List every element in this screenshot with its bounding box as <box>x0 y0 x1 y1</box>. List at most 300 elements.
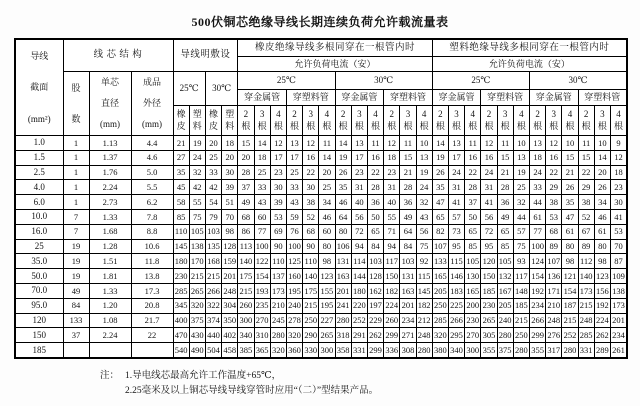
cell-current-value: 160 <box>286 269 302 284</box>
cell-current-value: 43 <box>286 195 302 210</box>
cell-current-value: 29 <box>546 180 562 195</box>
cell-current-value: 146 <box>448 269 464 284</box>
cell-current-value: 330 <box>303 343 319 358</box>
cell-current-value: 6.2 <box>131 195 173 210</box>
cell-current-value: 136 <box>546 269 562 284</box>
cell-current-value: 23 <box>351 165 367 180</box>
ampacity-table <box>14 38 628 359</box>
cell-current-value: 12 <box>610 150 627 165</box>
cell-current-value: 1.37 <box>89 150 131 165</box>
cell-current-value: 38 <box>303 195 319 210</box>
cell-current-value: 150 <box>481 269 497 284</box>
cell-current-value: 131 <box>335 254 351 269</box>
cell-current-value: 285 <box>432 313 448 328</box>
cell-current-value: 75 <box>513 239 529 254</box>
header-count-4: 4 根 <box>367 106 383 136</box>
cell-current-value: 250 <box>513 328 529 343</box>
cell-current-value: 65 <box>497 224 513 239</box>
cell-current-value: 148 <box>513 283 529 298</box>
cell-current-value: 34 <box>319 195 335 210</box>
cell-current-value: 18 <box>529 150 545 165</box>
cell-current-value: 130 <box>465 269 481 284</box>
cell-current-value: 215 <box>578 298 594 313</box>
cell-current-value: 1.20 <box>89 298 131 313</box>
cell-current-value: 70 <box>222 209 238 224</box>
cell-current-value: 234 <box>529 298 545 313</box>
cell-current-value: 1.28 <box>89 239 131 254</box>
header-rubber-temp-25: 25℃ <box>238 72 335 90</box>
cell-current-value: 317 <box>546 343 562 358</box>
page-title: 500伏铜芯绝缘导线长期连续负荷允许载流量表 <box>191 15 449 29</box>
cell-current-value: 56 <box>416 224 432 239</box>
cell-section-area: 35.0 <box>15 254 63 269</box>
cell-current-value: 285 <box>578 328 594 343</box>
cell-current-value: 21 <box>173 136 189 151</box>
cell-current-value: 185 <box>481 283 497 298</box>
cell-current-value: 470 <box>173 328 189 343</box>
cell-current-value: 38 <box>578 195 594 210</box>
header-open-temp-25: 25℃ <box>173 72 205 106</box>
cell-current-value: 32 <box>416 195 432 210</box>
cell-current-value: 291 <box>351 328 367 343</box>
cell-current-value: 260 <box>384 313 400 328</box>
cell-current-value: 19 <box>416 165 432 180</box>
cell-current-value: 183 <box>448 283 464 298</box>
header-plastic-pipe: 穿塑料管 <box>578 90 627 106</box>
cell-current-value: 19 <box>63 269 89 284</box>
header-rubber-temp-30: 30℃ <box>335 72 432 90</box>
cell-current-value: 72 <box>351 224 367 239</box>
cell-current-value: 112 <box>578 254 594 269</box>
header-open-plastic: 塑 料 <box>222 106 238 136</box>
cell-current-value: 22 <box>465 165 481 180</box>
cell-current-value: 133 <box>63 313 89 328</box>
cell-current-value: 278 <box>286 313 302 328</box>
cell-current-value: 358 <box>335 343 351 358</box>
cell-current-value: 115 <box>448 254 464 269</box>
cell-current-value: 320 <box>432 328 448 343</box>
table-row <box>15 136 627 151</box>
cell-current-value: 212 <box>416 313 432 328</box>
cell-current-value: 182 <box>416 298 432 313</box>
cell-current-value: 165 <box>432 269 448 284</box>
footnote-1: 1.导电线芯最高允许工作温度+65℃， <box>125 370 282 381</box>
header-metal-pipe: 穿金属管 <box>529 90 578 106</box>
cell-current-value: 49 <box>497 209 513 224</box>
cell-current-value: 90 <box>270 239 286 254</box>
cell-current-value: 308 <box>400 343 416 358</box>
header-row-3 <box>15 72 627 90</box>
header-count-2: 2 根 <box>238 106 254 136</box>
cell-current-value: 24 <box>189 150 205 165</box>
cell-current-value: 86 <box>238 224 254 239</box>
cell-section-area: 185 <box>15 343 63 358</box>
cell-current-value: 262 <box>367 328 383 343</box>
header-count-2: 2 根 <box>432 106 448 136</box>
cell-current-value: 12 <box>384 136 400 151</box>
cell-current-value: 38 <box>546 195 562 210</box>
cell-current-value: 82 <box>432 224 448 239</box>
cell-current-value: 55 <box>189 195 205 210</box>
cell-current-value: 19 <box>189 136 205 151</box>
cell-current-value: 30 <box>303 180 319 195</box>
cell-current-value: 11 <box>319 136 335 151</box>
cell-current-value: 440 <box>205 328 221 343</box>
cell-current-value: 68 <box>546 224 562 239</box>
cell-current-value: 24 <box>529 165 545 180</box>
header-count-3: 3 根 <box>351 106 367 136</box>
header-count-4: 4 根 <box>270 106 286 136</box>
header-plastic-pipe: 穿塑料管 <box>286 90 335 106</box>
cell-current-value: 109 <box>610 269 627 284</box>
cell-current-value: 94 <box>351 239 367 254</box>
cell-current-value <box>89 343 131 358</box>
cell-current-value: 49 <box>63 283 89 298</box>
cell-current-value: 128 <box>367 269 383 284</box>
cell-current-value: 205 <box>432 283 448 298</box>
cell-current-value: 132 <box>497 269 513 284</box>
cell-current-value: 29 <box>578 180 594 195</box>
cell-current-value: 540 <box>173 343 189 358</box>
cell-current-value: 280 <box>562 343 578 358</box>
cell-current-value: 138 <box>610 283 627 298</box>
cell-current-value: 33 <box>286 180 302 195</box>
cell-current-value: 15 <box>562 150 578 165</box>
cell-current-value: 14 <box>432 136 448 151</box>
cell-current-value: 49 <box>400 209 416 224</box>
header-count-2: 2 根 <box>481 106 497 136</box>
cell-current-value: 248 <box>578 313 594 328</box>
cell-current-value: 2.73 <box>89 195 131 210</box>
cell-current-value: 5.0 <box>131 165 173 180</box>
cell-current-value <box>63 343 89 358</box>
cell-section-area: 2.5 <box>15 165 63 180</box>
cell-current-value: 304 <box>222 298 238 313</box>
cell-current-value: 11 <box>465 136 481 151</box>
cell-current-value: 22 <box>578 165 594 180</box>
cell-current-value: 15 <box>497 150 513 165</box>
cell-current-value: 98 <box>594 254 610 269</box>
cell-current-value: 276 <box>546 328 562 343</box>
cell-current-value: 201 <box>610 313 627 328</box>
header-count-3: 3 根 <box>303 106 319 136</box>
cell-current-value: 76 <box>286 224 302 239</box>
cell-current-value: 144 <box>351 269 367 284</box>
cell-current-value: 75 <box>416 239 432 254</box>
header-open-plastic: 塑 料 <box>189 106 205 136</box>
cell-current-value: 355 <box>529 343 545 358</box>
cell-current-value: 89 <box>546 239 562 254</box>
cell-current-value: 45 <box>173 180 189 195</box>
cell-current-value: 44 <box>513 209 529 224</box>
cell-current-value: 135 <box>205 239 221 254</box>
cell-current-value: 1.33 <box>89 283 131 298</box>
cell-current-value: 65 <box>367 224 383 239</box>
cell-current-value: 106 <box>335 239 351 254</box>
cell-current-value: 167 <box>497 283 513 298</box>
cell-current-value: 73 <box>448 224 464 239</box>
cell-current-value: 156 <box>594 283 610 298</box>
cell-current-value: 19 <box>335 150 351 165</box>
cell-current-value: 340 <box>238 328 254 343</box>
cell-current-value: 173 <box>610 298 627 313</box>
cell-current-value: 300 <box>465 343 481 358</box>
cell-current-value: 285 <box>173 283 189 298</box>
cell-current-value: 26 <box>562 180 578 195</box>
header-count-2: 2 根 <box>286 106 302 136</box>
cell-current-value: 28 <box>367 180 383 195</box>
cell-current-value: 224 <box>384 298 400 313</box>
cell-current-value: 110 <box>173 224 189 239</box>
cell-current-value: 43 <box>254 195 270 210</box>
cell-current-value: 402 <box>222 328 238 343</box>
cell-current-value: 180 <box>173 254 189 269</box>
cell-current-value: 49 <box>238 195 254 210</box>
cell-current-value: 155 <box>319 283 335 298</box>
cell-current-value: 374 <box>205 313 221 328</box>
cell-current-value: 280 <box>497 328 513 343</box>
cell-current-value: 20 <box>238 150 254 165</box>
header-plastic-pipe: 穿塑料管 <box>481 90 530 106</box>
cell-current-value: 197 <box>367 298 383 313</box>
cell-current-value: 98 <box>222 224 238 239</box>
cell-current-value: 271 <box>400 328 416 343</box>
cell-current-value: 13.8 <box>131 269 173 284</box>
cell-current-value: 41 <box>481 195 497 210</box>
cell-current-value: 12 <box>546 136 562 151</box>
cell-current-value: 133 <box>432 254 448 269</box>
cell-current-value: 195 <box>319 298 335 313</box>
cell-current-value: 56 <box>481 209 497 224</box>
cell-current-value: 37 <box>465 195 481 210</box>
cell-current-value: 21 <box>497 165 513 180</box>
cell-current-value: 113 <box>238 239 254 254</box>
cell-current-value: 11 <box>578 136 594 151</box>
cell-current-value: 224 <box>594 313 610 328</box>
cell-current-value: 4.6 <box>131 150 173 165</box>
cell-current-value: 44 <box>529 195 545 210</box>
cell-current-value: 21.7 <box>131 313 173 328</box>
cell-current-value: 320 <box>270 343 286 358</box>
cell-current-value: 380 <box>432 343 448 358</box>
header-open-rubber: 橡 皮 <box>173 106 189 136</box>
cell-current-value: 128 <box>222 239 238 254</box>
cell-current-value: 1 <box>63 180 89 195</box>
header-open-rubber: 橡 皮 <box>205 106 221 136</box>
header-single-diameter: 单芯 直径 (mm) <box>89 72 131 136</box>
cell-current-value: 458 <box>222 343 238 358</box>
header-count-3: 3 根 <box>497 106 513 136</box>
cell-current-value: 25 <box>286 165 302 180</box>
cell-current-value: 20 <box>594 165 610 180</box>
header-row-1 <box>15 39 627 57</box>
cell-current-value: 53 <box>610 224 627 239</box>
cell-current-value: 159 <box>222 254 238 269</box>
cell-current-value: 17 <box>286 150 302 165</box>
cell-current-value: 98 <box>562 254 578 269</box>
cell-current-value: 2.24 <box>89 328 131 343</box>
cell-current-value: 35 <box>432 180 448 195</box>
cell-current-value: 305 <box>481 328 497 343</box>
header-core-structure: 线 芯 结 构 <box>63 39 173 72</box>
cell-current-value: 163 <box>335 269 351 284</box>
cell-current-value: 23 <box>270 165 286 180</box>
cell-current-value: 107 <box>546 254 562 269</box>
cell-current-value: 25 <box>319 180 335 195</box>
table-row <box>15 195 627 210</box>
cell-current-value: 250 <box>303 313 319 328</box>
cell-current-value: 220 <box>351 298 367 313</box>
cell-current-value: 52 <box>578 209 594 224</box>
cell-current-value: 32 <box>189 165 205 180</box>
cell-current-value: 17 <box>270 150 286 165</box>
cell-current-value: 77 <box>529 224 545 239</box>
cell-current-value: 289 <box>594 343 610 358</box>
cell-current-value: 10 <box>594 136 610 151</box>
cell-current-value: 117 <box>384 254 400 269</box>
cell-current-value: 103 <box>367 254 383 269</box>
header-count-3: 3 根 <box>546 106 562 136</box>
cell-current-value: 171 <box>546 283 562 298</box>
cell-current-value: 310 <box>254 328 270 343</box>
cell-current-value: 19 <box>432 150 448 165</box>
cell-current-value: 131 <box>400 269 416 284</box>
footnotes <box>100 369 640 398</box>
cell-current-value: 26 <box>432 165 448 180</box>
cell-current-value: 13 <box>529 136 545 151</box>
cell-current-value: 65 <box>465 224 481 239</box>
cell-section-area: 95.0 <box>15 298 63 313</box>
cell-current-value: 7 <box>63 224 89 239</box>
cell-current-value: 21 <box>562 165 578 180</box>
cell-current-value: 92 <box>416 254 432 269</box>
cell-current-value: 34 <box>594 195 610 210</box>
cell-current-value: 37 <box>238 180 254 195</box>
cell-current-value: 24 <box>416 180 432 195</box>
cell-current-value: 1.08 <box>89 313 131 328</box>
cell-current-value: 138 <box>189 239 205 254</box>
header-open-wiring: 导线明敷设 <box>173 39 238 72</box>
cell-current-value: 28 <box>400 180 416 195</box>
cell-current-value: 19 <box>63 239 89 254</box>
cell-current-value: 295 <box>448 328 464 343</box>
cell-current-value: 215 <box>189 269 205 284</box>
header-allow-current-rubber: 允许负荷电流（安） <box>238 57 432 72</box>
cell-current-value: 4.4 <box>131 136 173 151</box>
cell-current-value: 261 <box>610 343 627 358</box>
cell-current-value: 1 <box>63 150 89 165</box>
header-allow-current-plastic: 允许负荷电流（安） <box>432 57 627 72</box>
cell-current-value: 42 <box>205 180 221 195</box>
cell-current-value: 162 <box>367 283 383 298</box>
cell-current-value: 252 <box>562 328 578 343</box>
cell-current-value: 94 <box>384 239 400 254</box>
cell-current-value: 121 <box>562 269 578 284</box>
cell-current-value: 265 <box>189 283 205 298</box>
cell-current-value: 185 <box>513 298 529 313</box>
cell-current-value: 430 <box>189 328 205 343</box>
cell-current-value: 16 <box>367 150 383 165</box>
cell-current-value: 12 <box>303 136 319 151</box>
cell-current-value: 234 <box>400 313 416 328</box>
cell-current-value: 340 <box>448 343 464 358</box>
cell-current-value: 240 <box>286 298 302 313</box>
cell-current-value: 15 <box>578 150 594 165</box>
cell-current-value: 20 <box>319 165 335 180</box>
cell-section-area: 25 <box>15 239 63 254</box>
cell-current-value: 241 <box>335 298 351 313</box>
cell-current-value: 105 <box>465 254 481 269</box>
cell-current-value: 117 <box>513 269 529 284</box>
cell-current-value: 504 <box>205 343 221 358</box>
header-count-4: 4 根 <box>319 106 335 136</box>
cell-current-value: 60 <box>319 224 335 239</box>
cell-current-value: 280 <box>335 313 351 328</box>
cell-section-area: 4.0 <box>15 180 63 195</box>
cell-current-value: 201 <box>222 269 238 284</box>
cell-current-value: 85 <box>497 239 513 254</box>
cell-current-value: 18 <box>254 150 270 165</box>
cell-current-value: 26 <box>335 165 351 180</box>
cell-current-value: 187 <box>562 298 578 313</box>
header-count-3: 3 根 <box>594 106 610 136</box>
cell-current-value: 230 <box>173 269 189 284</box>
cell-current-value: 490 <box>189 343 205 358</box>
cell-current-value: 71 <box>384 224 400 239</box>
cell-current-value: 53 <box>546 209 562 224</box>
header-plastic-pipe: 穿塑料管 <box>384 90 433 106</box>
cell-current-value: 115 <box>416 269 432 284</box>
cell-current-value: 350 <box>222 313 238 328</box>
cell-current-value: 103 <box>205 224 221 239</box>
cell-current-value: 215 <box>303 298 319 313</box>
header-count-2: 2 根 <box>529 106 545 136</box>
cell-current-value: 37 <box>63 328 89 343</box>
header-wire-section: 导线 截面 (mm²) <box>15 39 63 136</box>
cell-current-value: 265 <box>481 313 497 328</box>
cell-current-value: 215 <box>562 313 578 328</box>
cell-current-value: 10 <box>513 136 529 151</box>
cell-current-value: 13 <box>513 150 529 165</box>
table-row <box>15 269 627 284</box>
cell-current-value: 124 <box>529 254 545 269</box>
cell-current-value: 46 <box>319 209 335 224</box>
cell-current-value: 163 <box>400 283 416 298</box>
cell-current-value: 266 <box>529 313 545 328</box>
cell-current-value: 68 <box>238 209 254 224</box>
cell-current-value: 262 <box>594 328 610 343</box>
cell-current-value: 2.24 <box>89 180 131 195</box>
cell-current-value: 61 <box>529 209 545 224</box>
footnote-2: 2.25毫米及以上铜芯导线导线穿管时应用“（二）”型结果产品。 <box>125 385 379 396</box>
cell-current-value: 30 <box>222 165 238 180</box>
cell-current-value: 248 <box>546 313 562 328</box>
cell-current-value: 52 <box>303 209 319 224</box>
cell-current-value: 1.51 <box>89 254 131 269</box>
header-strands: 股 数 <box>63 72 89 136</box>
cell-current-value: 201 <box>335 283 351 298</box>
cell-current-value: 280 <box>513 343 529 358</box>
cell-current-value: 1.76 <box>89 165 131 180</box>
cell-current-value: 210 <box>270 298 286 313</box>
cell-section-area: 6.0 <box>15 195 63 210</box>
cell-current-value: 23 <box>384 165 400 180</box>
cell-current-value: 7.8 <box>131 209 173 224</box>
cell-current-value: 345 <box>173 298 189 313</box>
cell-current-value: 110 <box>303 254 319 269</box>
cell-current-value: 51 <box>222 195 238 210</box>
cell-current-value: 320 <box>189 298 205 313</box>
